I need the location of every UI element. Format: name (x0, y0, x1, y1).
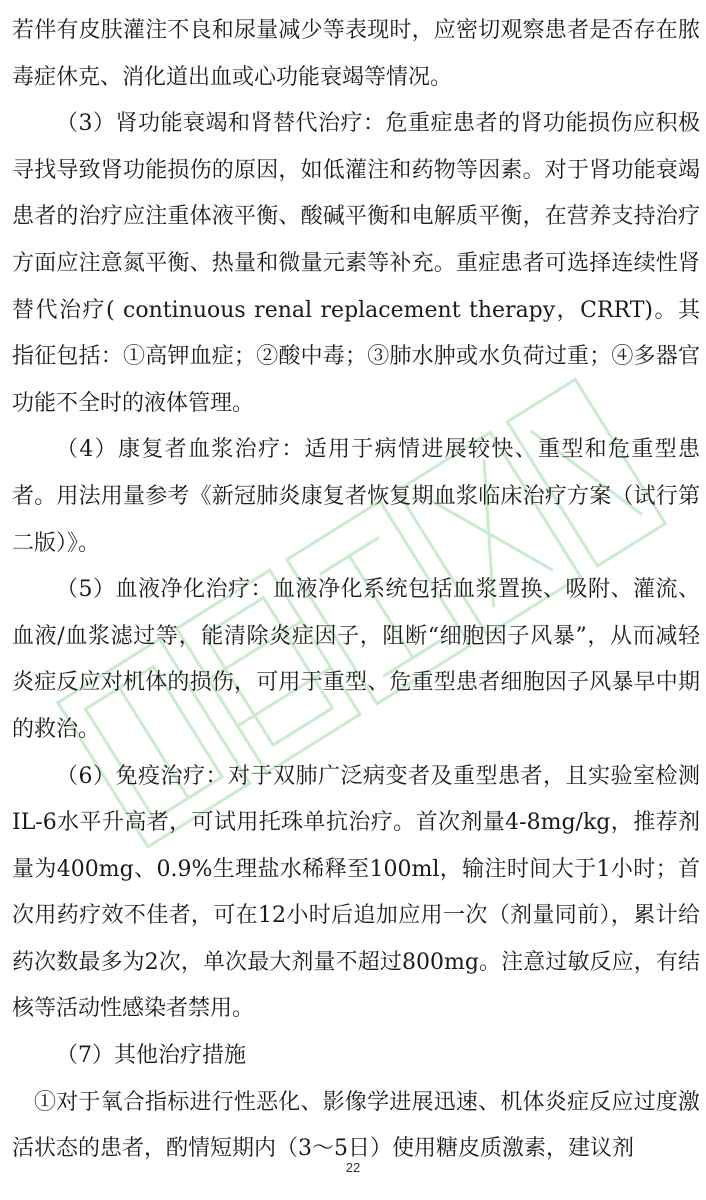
paragraph-other-measures-item-1: ①对于氧合指标进行性恶化、影像学进展迅速、机体炎症反应过度激活状态的患者，酌情短期内（3～5日）使用糖皮质激素，建议剂 (12, 1089, 700, 1162)
paragraph-renal-replacement: （3）肾功能衰竭和肾替代治疗：危重症患者的肾功能损伤应积极寻找导致肾功能损伤的原因，如低灌注和药物等因素。对于肾功能衰竭患者的治疗应注重体液平衡、酸碱平衡和电解质平衡，在营养支持治疗方面应注意氮平衡、热量和微量元素等补充。重症患者可选择连续性肾替代治疗( continuous renal replacement therapy，CRRT)。其指征包括：①高钾血症；②酸中毒；③肺水肿或水负荷过重；④多器官功能不全时的液体管理。 (12, 111, 700, 416)
paragraph-convalescent-plasma: （4）康复者血浆治疗：适用于病情进展较快、重型和危重型患者。用法用量参考《新冠肺炎康复者恢复期血浆临床治疗方案（试行第二版）》。 (12, 437, 700, 556)
document-body (12, 8, 700, 1173)
page-number: 22 (345, 1160, 361, 1175)
paragraph-continuation: 若伴有皮肤灌注不良和尿量减少等表现时，应密切观察患者是否存在脓毒症休克、消化道出血或心功能衰竭等情况。 (12, 18, 700, 90)
paragraph-immunotherapy: （6）免疫治疗：对于双肺广泛病变者及重型患者，且实验室检测IL-6水平升高者，可试用托珠单抗治疗。首次剂量4-8mg/kg，推荐剂量为400mg、0.9%生理盐水稀释至100ml，输注时间大于1小时；首次用药疗效不佳者，可在12小时后追加应用一次（剂量同前），累计给药次数最多为2次，单次最大剂量不超过800mg。注意过敏反应，有结核等活动性感染者禁用。 (12, 763, 700, 1022)
paragraph-blood-purification: （5）血液净化治疗：血液净化系统包括血浆置换、吸附、灌流、血液/血浆滤过等，能清除炎症因子，阻断“细胞因子风暴”，从而减轻炎症反应对机体的损伤，可用于重型、危重型患者细胞因子风暴早中期的救治。 (12, 577, 700, 742)
paragraph-other-measures-heading: （7）其他治疗措施 (56, 1043, 246, 1069)
